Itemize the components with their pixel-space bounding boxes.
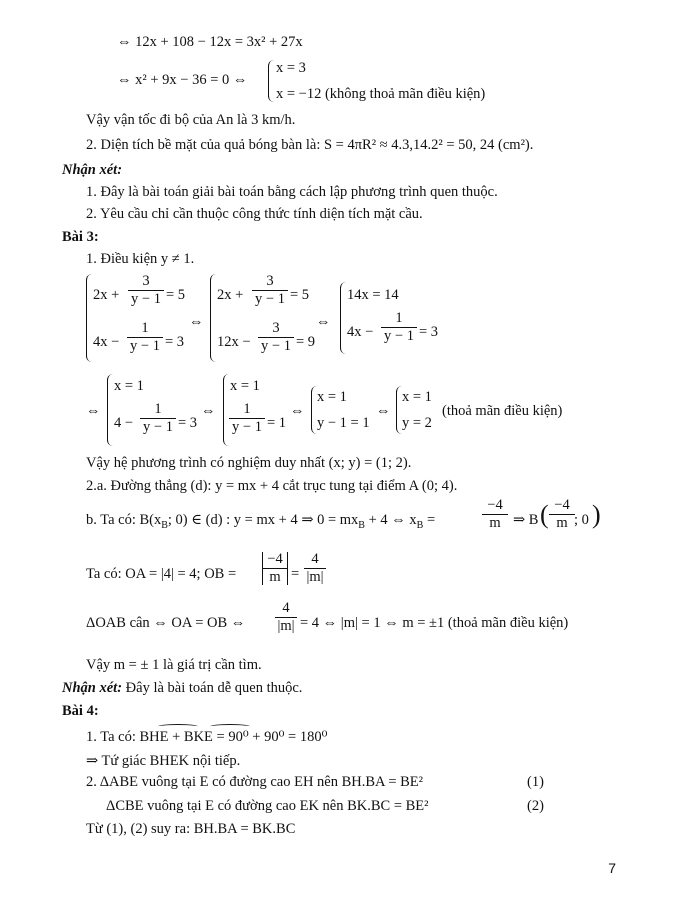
text-line: = 4 ⇔ |m| = 1 ⇔ m = ±1 (thoả mãn điều kiện) <box>300 615 569 631</box>
text-line: ΔCBE vuông tại E có đường cao EK nên BK.BC = BE² <box>106 798 429 814</box>
equation-tag: (2) <box>527 798 544 814</box>
text-line: ; 0 <box>574 512 589 528</box>
text-line: 2. ΔABE vuông tại E có đường cao EH nên BH.BA = BE² <box>86 774 424 790</box>
equation-line: ⇔ 12x + 108 − 12x = 3x² + 27x <box>117 34 303 50</box>
system-row: = 1 <box>267 415 287 431</box>
fraction: −4 m <box>262 552 288 585</box>
system-row: x = 1 <box>402 389 432 405</box>
text-line: Vậy m = ± 1 là giá trị cần tìm. <box>86 657 262 673</box>
text-line: b. Ta có: $B(x_B$; 0) ∈ (d) : y = mx + 4 ⇒ $0 = mx_B + 4$ ⇔ $x_B$ = <box>86 512 436 531</box>
paren-left: ( <box>540 500 549 529</box>
text-line: Ta có: OA = |4| = 4; OB = <box>86 566 237 582</box>
fraction: 4 |m| <box>304 552 326 585</box>
system-row: 4 − <box>114 415 134 431</box>
system-row: 2x + <box>217 287 244 303</box>
system-row: = 3 <box>178 415 198 431</box>
system-row: 14x = 14 <box>347 287 399 303</box>
equiv-symbol: ⇔ <box>189 314 204 330</box>
fraction: 3 y − 1 <box>128 274 164 307</box>
implies-symbol: ⇒ B <box>513 512 539 528</box>
text-line: 2. Diện tích bề mặt của quả bóng bàn là: S = 4πR² ≈ 4.3,14.2² = 50, 24 (cm²). <box>86 137 534 153</box>
system-row: = 3 <box>419 324 439 340</box>
equals-symbol: = <box>291 566 300 582</box>
section-title: Bài 3: <box>62 229 99 245</box>
paren-right: ) <box>592 500 601 529</box>
case-row: x = −12 (không thoả mãn điều kiện) <box>276 86 486 102</box>
remark-title: Nhận xét: <box>62 162 123 178</box>
condition-note: (thoả mãn điều kiện) <box>442 403 563 419</box>
equiv-symbol: ⇔ <box>316 314 331 330</box>
text-line: Vậy hệ phương trình có nghiệm duy nhất (x; y) = (1; 2). <box>86 455 412 471</box>
text-line: ΔOAB cân ⇔ OA = OB ⇔ <box>86 615 246 631</box>
system-row: 12x − <box>217 334 251 350</box>
equation-tag: (1) <box>527 774 544 790</box>
fraction: 3 y − 1 <box>252 274 288 307</box>
section-title: Bài 4: <box>62 703 99 719</box>
fraction: 3 y − 1 <box>258 321 294 354</box>
equation-line: ⇔ x² + 9x − 36 = 0 ⇔ <box>117 72 248 88</box>
system-row: 2x + <box>93 287 120 303</box>
system-row: y = 2 <box>402 415 432 431</box>
equiv-symbol: ⇔ <box>201 403 216 419</box>
fraction: −4 m <box>482 498 508 531</box>
system-brace <box>268 60 275 102</box>
case-row: x = 3 <box>276 60 306 76</box>
page-number: 7 <box>608 860 616 876</box>
system-brace <box>107 374 114 446</box>
text-line: 1. Điều kiện y ≠ 1. <box>86 251 195 267</box>
system-row: = 3 <box>165 334 185 350</box>
equiv-symbol: ⇔ <box>86 403 101 419</box>
system-row: 4x − <box>347 324 374 340</box>
system-row: = 5 <box>166 287 186 303</box>
system-row: x = 1 <box>230 378 260 394</box>
text-line: Từ (1), (2) suy ra: BH.BA = BK.BC <box>86 821 296 837</box>
system-row: = 5 <box>290 287 310 303</box>
text-line: Vậy vận tốc đi bộ của An là 3 km/h. <box>86 112 296 128</box>
fraction: 1 y − 1 <box>229 402 265 435</box>
system-brace <box>340 282 347 354</box>
text-line: 1. Ta có: BHE + BKE = 90⁰ + 90⁰ = 180⁰ <box>86 729 328 745</box>
fraction: −4 m <box>549 498 575 531</box>
system-brace <box>210 274 217 362</box>
system-row: x = 1 <box>114 378 144 394</box>
fraction: 1 y − 1 <box>127 321 163 354</box>
text-line: 2. Yêu cầu chỉ cần thuộc công thức tính diện tích mặt cầu. <box>86 206 423 222</box>
system-row: y − 1 = 1 <box>317 415 370 431</box>
fraction: 1 y − 1 <box>381 311 417 344</box>
system-row: = 9 <box>296 334 316 350</box>
text-line: 2.a. Đường thẳng (d): y = mx + 4 cắt trục tung tại điểm A (0; 4). <box>86 478 458 494</box>
system-brace <box>86 274 93 362</box>
fraction: 4 |m| <box>275 601 297 634</box>
fraction: 1 y − 1 <box>140 402 176 435</box>
equiv-symbol: ⇔ <box>376 403 391 419</box>
equiv-symbol: ⇔ <box>290 403 305 419</box>
system-row: x = 1 <box>317 389 347 405</box>
remark-line: Nhận xét: Đây là bài toán dễ quen thuộc. <box>62 680 303 696</box>
text-line: 1. Đây là bài toán giải bài toán bằng cách lập phương trình quen thuộc. <box>86 184 498 200</box>
system-row: 4x − <box>93 334 120 350</box>
text-line: ⇒ Tứ giác BHEK nội tiếp. <box>86 753 241 769</box>
